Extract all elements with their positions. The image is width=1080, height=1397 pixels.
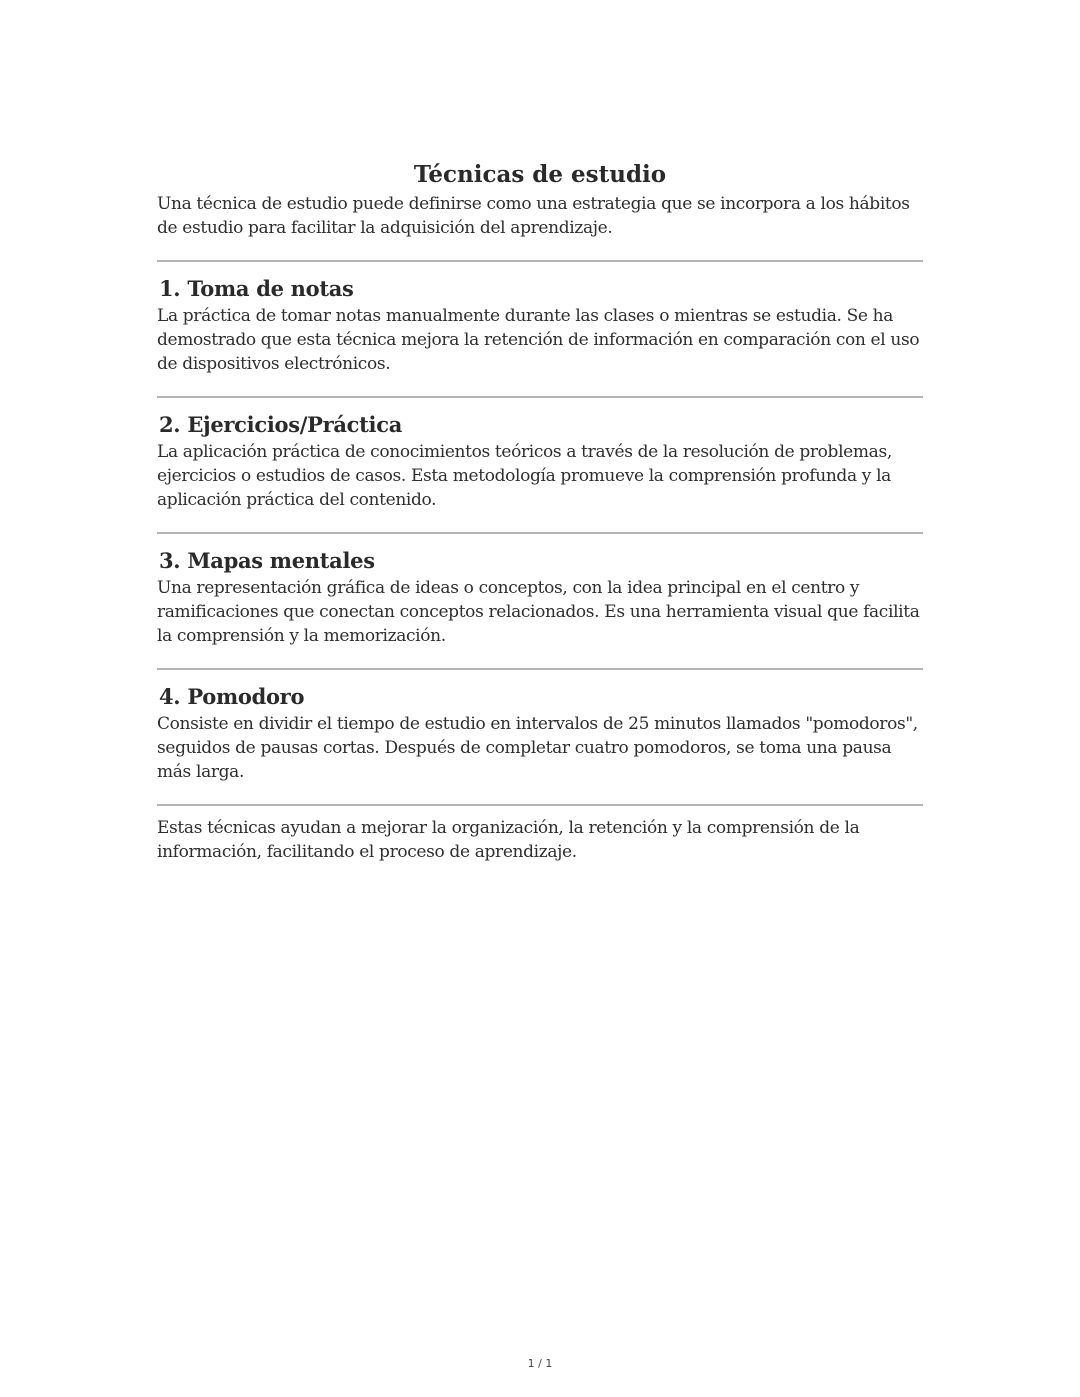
section-heading: 3. Mapas mentales <box>159 548 375 573</box>
intro-paragraph: Una técnica de estudio puede definirse como una estrategia que se incorpora a los hábitos de estudio para facilitar la adquisición del aprendizaje. <box>157 194 910 238</box>
section-heading: 1. Toma de notas <box>159 276 354 301</box>
section-pomodoro <box>157 683 923 784</box>
section-body: Una representación gráfica de ideas o conceptos, con la idea principal en el centro y ramificaciones que conectan conceptos relacionados. Es una herramienta visual que facilita la comprensión y la memorización. <box>157 578 920 646</box>
document-page <box>157 160 923 864</box>
page-number: 1 / 1 <box>527 1357 553 1370</box>
section-toma-de-notas <box>157 275 923 376</box>
section-heading: 4. Pomodoro <box>159 684 305 709</box>
section-body: La práctica de tomar notas manualmente durante las clases o mientras se estudia. Se ha demostrado que esta técnica mejora la retención de información en comparación con el uso de dispositivos electrónicos. <box>157 306 920 374</box>
divider <box>157 804 923 806</box>
section-body: La aplicación práctica de conocimientos teóricos a través de la resolución de problemas, ejercicios o estudios de casos. Esta metodología promueve la comprensión profunda y la aplicación práctica del contenido. <box>157 442 892 510</box>
section-body: Consiste en dividir el tiempo de estudio en intervalos de 25 minutos llamados "pomodoros", seguidos de pausas cortas. Después de completar cuatro pomodoros, se toma una pausa más larga. <box>157 714 918 782</box>
section-mapas-mentales <box>157 547 923 648</box>
section-ejercicios-practica <box>157 411 923 512</box>
divider <box>157 260 923 262</box>
document-title: Técnicas de estudio <box>413 161 667 188</box>
divider <box>157 668 923 670</box>
section-heading: 2. Ejercicios/Práctica <box>159 412 403 437</box>
divider <box>157 396 923 398</box>
conclusion-paragraph: Estas técnicas ayudan a mejorar la organización, la retención y la comprensión de la información, facilitando el proceso de aprendizaje. <box>157 818 860 862</box>
divider <box>157 532 923 534</box>
